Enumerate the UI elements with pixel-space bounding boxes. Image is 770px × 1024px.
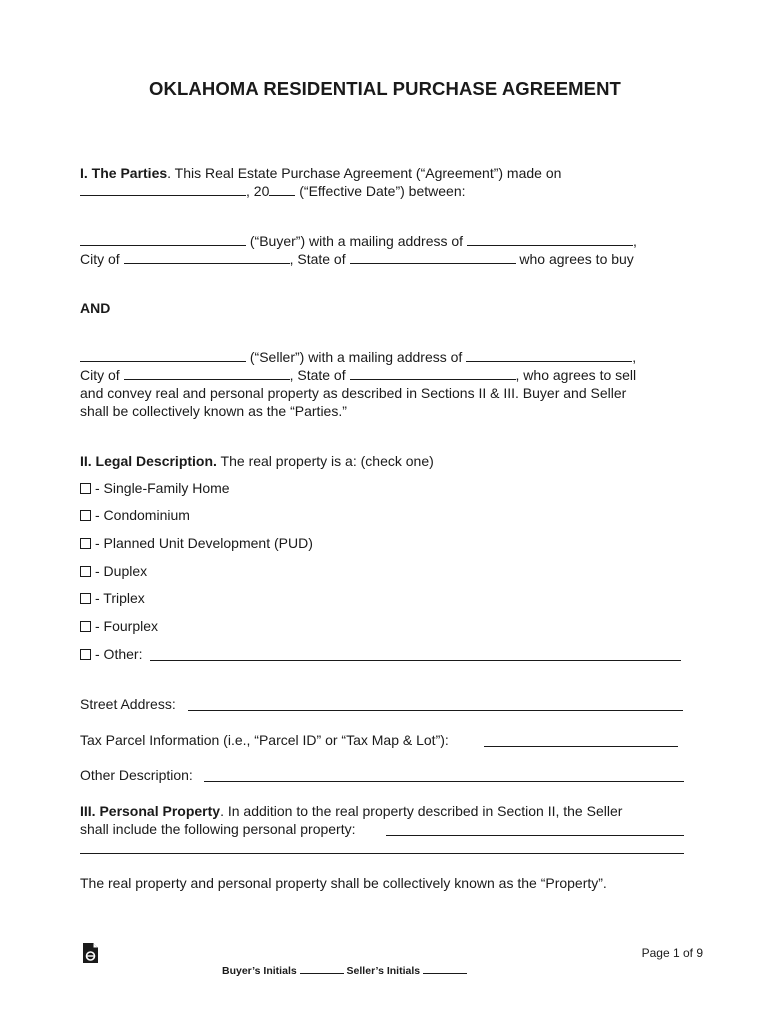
page-number: Page 1 of 9 (641, 946, 703, 960)
tax-parcel-label: Tax Parcel Information (i.e., “Parcel ID” or “Tax Map & Lot”): (80, 732, 449, 748)
checkbox[interactable] (80, 621, 91, 632)
personal-property-field[interactable] (386, 835, 684, 836)
option-condominium[interactable]: - Condominium (80, 506, 190, 524)
buyer-initials-field[interactable] (300, 964, 344, 974)
seller-name-field[interactable] (80, 349, 246, 362)
buyer-address-field[interactable] (467, 233, 633, 246)
checkbox[interactable] (80, 483, 91, 494)
buyer-name-field[interactable] (80, 233, 246, 246)
seller-address-field[interactable] (466, 349, 632, 362)
eforms-logo-icon (82, 942, 100, 964)
other-description-field[interactable] (204, 781, 684, 782)
property-definition: The real property and personal property shall be collectively known as the “Property”. (80, 875, 607, 891)
seller-initials-field[interactable] (423, 964, 467, 974)
other-description-label: Other Description: (80, 767, 193, 783)
buyer-block: (“Buyer”) with a mailing address of , City of , State of who agrees to buy (80, 233, 637, 267)
option-other[interactable]: - Other: (80, 645, 142, 663)
option-triplex[interactable]: - Triplex (80, 589, 145, 607)
seller-block: (“Seller”) with a mailing address of , City of , State of , who agrees to sell and convey real and personal property as described in Sections II & III. Buyer and Seller shall be collectively known as the “Parties.” (80, 349, 637, 419)
option-fourplex[interactable]: - Fourplex (80, 617, 158, 635)
buyer-state-field[interactable] (350, 251, 516, 264)
legal-description: II. Legal Description. The real property is a: (check one) (80, 453, 434, 469)
street-address-label: Street Address: (80, 696, 176, 712)
buyer-city-field[interactable] (124, 251, 290, 264)
option-pud[interactable]: - Planned Unit Development (PUD) (80, 534, 313, 552)
document-title: OKLAHOMA RESIDENTIAL PURCHASE AGREEMENT (149, 78, 621, 99)
option-single-family[interactable]: - Single-Family Home (80, 479, 230, 497)
checkbox[interactable] (80, 510, 91, 521)
and-label: AND (80, 300, 111, 316)
checkbox[interactable] (80, 566, 91, 577)
checkbox[interactable] (80, 649, 91, 660)
seller-state-field[interactable] (350, 367, 516, 380)
personal-property: III. Personal Property. In addition to the real property described in Section II, the Seller shall include the following personal property: (80, 803, 623, 837)
option-duplex[interactable]: - Duplex (80, 562, 147, 580)
legal-heading: II. Legal Description. (80, 453, 217, 469)
other-type-field[interactable] (150, 660, 681, 661)
initials-footer: Buyer’s Initials Seller’s Initials (222, 964, 467, 977)
street-address-field[interactable] (188, 710, 683, 711)
agreement-year-field[interactable] (269, 183, 295, 196)
seller-city-field[interactable] (124, 367, 290, 380)
personal-property-field-2[interactable] (80, 853, 684, 854)
parties-heading: I. The Parties (80, 165, 168, 181)
checkbox[interactable] (80, 538, 91, 549)
checkbox[interactable] (80, 593, 91, 604)
tax-parcel-field[interactable] (484, 746, 678, 747)
parties-intro: I. The Parties. This Real Estate Purchase Agreement (“Agreement”) made on , 20 (“Effective Date”) between: (80, 165, 562, 199)
agreement-date-field[interactable] (80, 183, 246, 196)
personal-heading: III. Personal Property (80, 803, 221, 819)
